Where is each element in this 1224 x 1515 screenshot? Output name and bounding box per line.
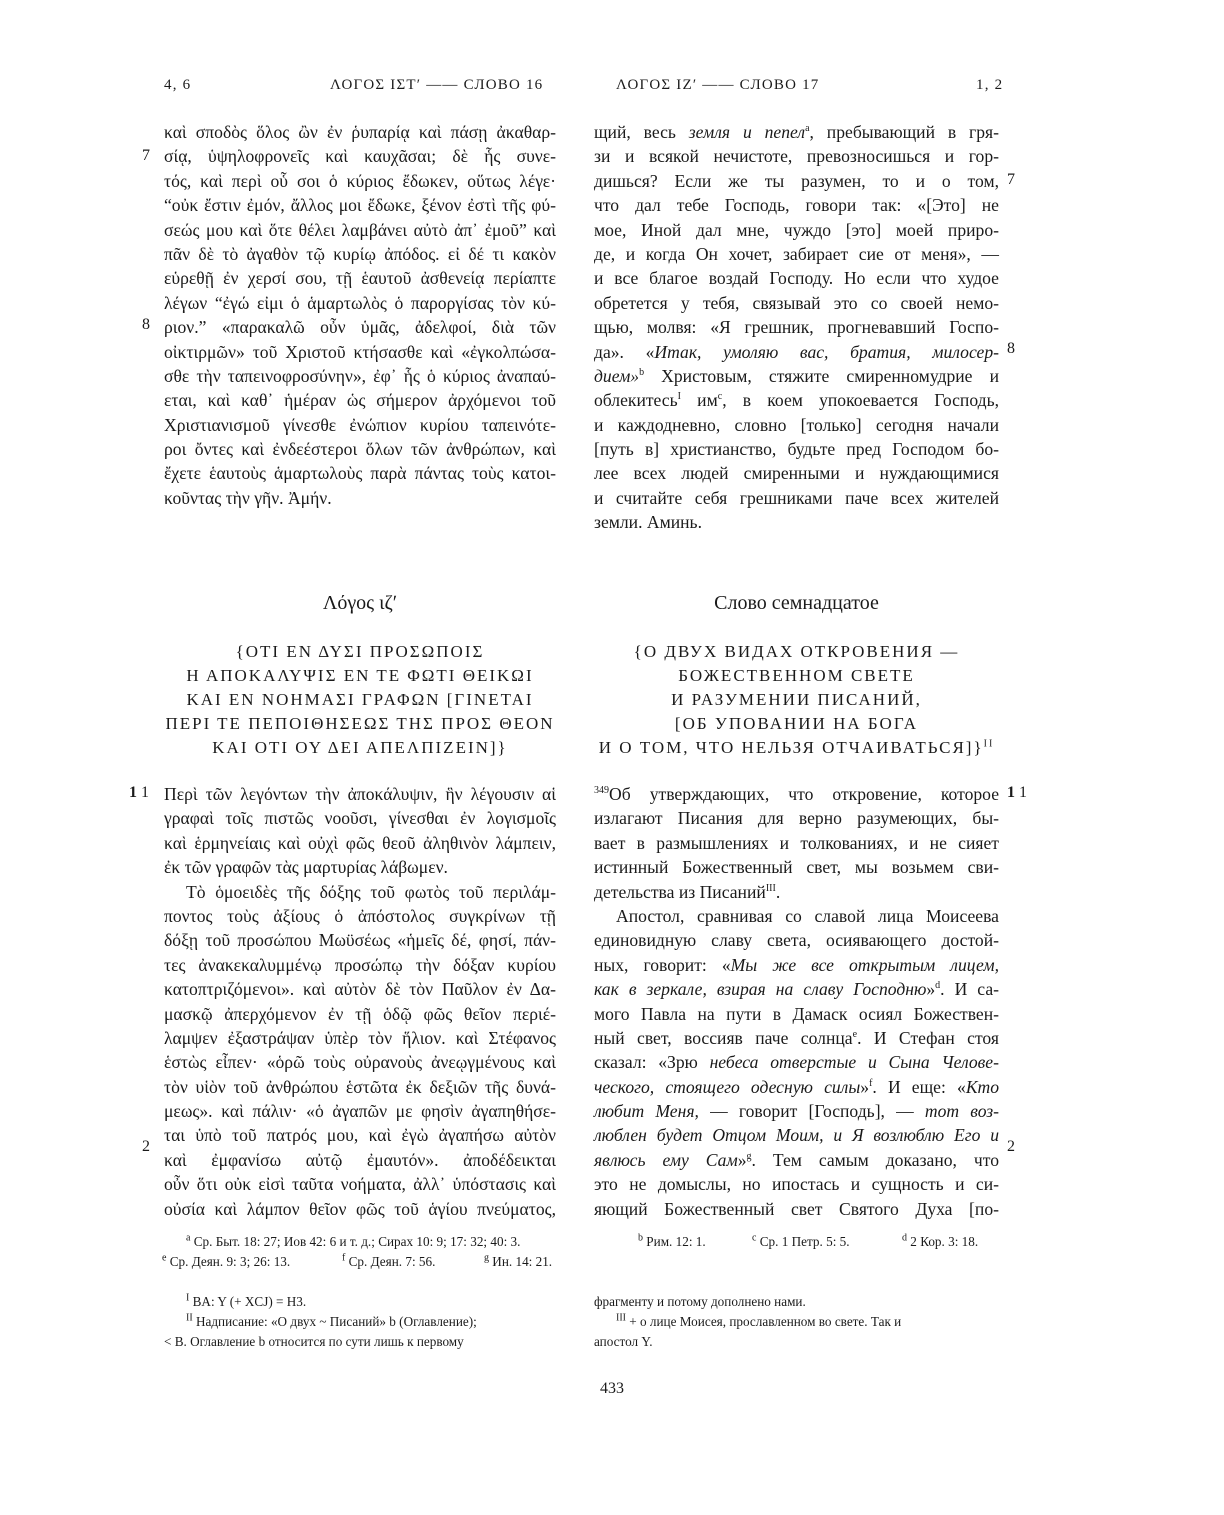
greek-line: ριον.” «παρακαλῶ οὖν ὑμᾶς, ἀδελφοί, διὰ τῶν (164, 317, 556, 338)
russian-line: дием»$^b$ Христовым, стяжите смиренномудрие и (594, 365, 999, 386)
russian-line: это не домыслы, но ипостась и сущность и си- (594, 1174, 999, 1195)
greek-line: τὸν υἱὸν τοῦ ἀνθρώπου ἑστῶτα ἐκ δεξιῶν τῆς δυνά- (164, 1076, 556, 1097)
greek-line: λαμψεν ἐξαστράψαν ὑπὲρ τὸν ἥλιον. καὶ Στέφανος (164, 1027, 556, 1048)
header-left-number: 4, 6 (164, 77, 192, 93)
apparatus-note-II: $^{II}$ Надписание: «О двух ~ Писаний» b (Оглавление); (186, 1312, 477, 1329)
greek-line: σίᾳ, ὑψηλοφρονεῖς καὶ καυχᾶσαι; δὲ ἧς συνε- (164, 146, 556, 167)
margin-verse-8-left: 8 (142, 316, 150, 333)
russian-line: дишься? Если же ты разумен, то и о том, (594, 170, 999, 191)
russian-subtitle-line: {О ДВУХ ВИДАХ ОТКРОВЕНИЯ — (633, 642, 960, 661)
greek-line: τός, καὶ περὶ οὗ σοι ὁ κύριος ἔδωκεν, οὕτως λέγε· (164, 170, 556, 191)
russian-subtitle-line: И РАЗУМЕНИИ ПИСАНИЙ, (671, 690, 922, 709)
greek-line: καὶ ἑρμηνείαις καὶ οὐχὶ φῶς θεοῦ ἀληθινὸν λάμπειν, (164, 832, 556, 853)
russian-line: де, и когда Он хочет, забирает сие от меня», — (594, 243, 999, 264)
russian-subtitle-line: И О ТОМ, ЧТО НЕЛЬЗЯ ОТЧАИВАТЬСЯ]}$^{II}$ (598, 738, 995, 757)
russian-line: и считайте себя грешниками паче всех жителей (594, 487, 999, 508)
header-left-slavonic: СЛОВО 16 (463, 77, 544, 93)
russian-line: облекитесь$^I$ $им^c$, в коем упокоевается Господь, (594, 390, 999, 411)
russian-line: земли. Аминь. (594, 512, 702, 533)
russian-line: излагают Писания для верно разумеющих, бы- (594, 808, 999, 829)
greek-line: ροι ὄντες καὶ ἐνδεέστεροι ὅλων τῶν ἀνθρώπων, καὶ (164, 439, 556, 460)
footnote-e: $^e$ Ср. Деян. 9: 3; 26: 13. (162, 1252, 291, 1269)
greek-line: ἔχετε ἑαυτοὺς ἁμαρτωλοὺς παρὰ πάντας τοὺς κατοι- (164, 463, 556, 484)
greek-line: σεώς μου καὶ ὅτε θέλει λαμβάνει αὐτὸ ἀπ᾿ ἐμοῦ” καὶ (164, 219, 556, 240)
footnote-g: $^g$ Ин. 14: 21. (484, 1252, 553, 1269)
apparatus-note-III: $^{III}$ + о лице Моисея, прославленном во свете. Так и (616, 1312, 902, 1329)
russian-line: явлюсь ему Сам»$^g$. Тем самым доказано, что (594, 1149, 1000, 1170)
greek-line: ἑστὼς εἶπεν· «ὁρῶ τοὺς οὐρανοὺς ἀνεῳγμένους καὶ (164, 1052, 556, 1073)
russian-subtitle (594, 640, 999, 760)
russian-line: мого Павла на пути в Дамаск осиял Божествен- (594, 1003, 999, 1024)
russian-line: да». «Итак, умоляю вас, братия, милосер- (594, 341, 999, 362)
russian-line: мое, Иной дал мне, чуждо [это] моей приро- (594, 219, 999, 240)
apparatus-marker: II (983, 738, 995, 750)
greek-line: Τὸ ὁμοειδὲς τῆς δόξης τοῦ φωτὸς τοῦ περιλάμ- (186, 881, 556, 902)
greek-line: οὐσία καὶ λάμπον θεῖον φῶς τοῦ ἁγίου πνεύματος, (164, 1198, 556, 1219)
russian-line: единовидную славу света, осиявающего достой- (594, 930, 999, 951)
russian-line: щью, молвя: «Я грешник, прогневавший Госпо- (594, 317, 999, 338)
greek-line: κατοπτριζόμενοι». καὶ αὐτὸν δὲ τὸν Παῦλον ἐν Δα- (164, 979, 556, 1000)
russian-line: $^{349}$Об утверждающих, что откровение, которое (594, 784, 999, 804)
russian-line: и все благое воздай Господу. Но если что худое (594, 268, 999, 289)
greek-subtitle-line: ΠΕΡΙ ΤΕ ΠΕΠΟΙΘΗΣΕΩΣ ΤΗΣ ΠΡΟΣ ΘΕΟΝ (165, 714, 555, 733)
russian-line: что дал тебе Господь, говори так: «[Это] не (594, 195, 999, 216)
greek-line: οὖν ὅτι οὐκ εἰσὶ ταῦτα νοήματα, ἀλλ᾿ ὑπόστασις καὶ (164, 1174, 556, 1195)
greek-line: ται ὑπὸ τοῦ πατρός μου, καὶ ἐγὼ ἀγαπήσω αὐτὸν (164, 1125, 556, 1146)
greek-line: λέγων “ἐγώ εἰμι ὁ ἁμαρτωλὸς ὁ παροργίσας τὸν κύ- (164, 292, 556, 313)
greek-line: ποντος τοὺς ἀξίους ὁ ἀπόστολος συγκρίνων τῇ (164, 905, 556, 926)
greek-line: τες ἀνακεκαλυμμένῳ προσώπῳ τὴν δόξαν κυρίου (164, 954, 556, 975)
greek-body-column (164, 782, 556, 1221)
russian-line: зи и всякой нечистоте, превозносишься и гор- (594, 146, 999, 167)
footnote-f: $^f$ Ср. Деян. 7: 56. (342, 1252, 436, 1269)
greek-line: μασκῷ ἀπερχόμενον ἐν τῇ ὁδῷ φῶς θεῖον περιέ- (164, 1003, 556, 1024)
header-left-greek: ΛΟΓΟΣ ΙΣΤʹ (330, 77, 422, 93)
margin-verse-7-right: 7 (1007, 171, 1015, 188)
russian-title: Слово семнадцатое (714, 592, 879, 614)
margin-verse-2-right: 2 (1007, 1138, 1015, 1155)
greek-line: “οὐκ ἔστιν ἐμόν, ἄλλος μοι ἔδωκε, ξένον ἐστὶ τῆς φύ- (164, 195, 556, 216)
greek-line: πᾶν δὲ τὸ ἀγαθὸν τῷ κυρίῳ ἀπόδος. εἰ δέ τι κακὸν (164, 243, 556, 264)
russian-line: сказал: «Зрю небеса отверстые и Сына Челове- (594, 1052, 999, 1073)
greek-line: μεως». καὶ πάλιν· «ὁ ἀγαπῶν με φησὶν ἀγαπηθήσε- (164, 1101, 556, 1122)
page-number: 433 (600, 1380, 624, 1397)
greek-title: Λόγος ιζʹ (322, 592, 398, 614)
russian-line: и каждодневно, словно [только] сегодня начали (594, 414, 999, 435)
greek-line: κοῦντας τὴν γῆν. Ἀμήν. (164, 487, 332, 508)
header-right-slavonic: СЛОВО 17 (739, 77, 820, 93)
greek-subtitle-line: Η ΑΠΟΚΑΛΥΨΙΣ ΕΝ ΤΕ ΦΩΤΙ ΘΕΙΚΩΙ (186, 666, 534, 685)
greek-line: σθε τὴν ταπεινοφροσύνην», ἐφ᾿ ἧς ὁ κύριος ἀναπαύ- (164, 365, 556, 386)
apparatus-note-II-cont: < B. Оглавление b относится по сути лишь к первому (164, 1334, 464, 1349)
greek-line: εται, καὶ καθ᾿ ἡμέραν ὡς σήμερον ἀρχόμενοι τοῦ (164, 390, 556, 411)
footnote-b: $^b$ Рим. 12: 1. (638, 1232, 706, 1249)
greek-subtitle (164, 640, 556, 760)
greek-line: καὶ σποδὸς ὅλος ὢν ἐν ῥυπαρίᾳ καὶ πάσῃ ἀκαθαρ- (164, 122, 556, 142)
greek-line: δόξῃ τοῦ προσώπου Μωϋσέως «ἡμεῖς δέ, φησί, πάν- (164, 930, 556, 951)
margin-verse-2-left: 2 (142, 1138, 150, 1155)
header-left-dash: —— (426, 77, 459, 93)
russian-line: люблен будет Отцом Моим, и Я возлюблю Его и (594, 1125, 999, 1146)
russian-subtitle-line: БОЖЕСТВЕННОМ СВЕТЕ (678, 666, 915, 685)
greek-top-column (164, 120, 556, 510)
greek-line: γραφαὶ τοῖς πιστῶς νοοῦσι, γίνεσθαι ἐν λογισμοῖς (164, 808, 556, 829)
apparatus-note-I: $^I$ BA: Y (+ XCJ) = H3. (186, 1292, 307, 1309)
russian-line: вает в размышлениях и толкованиях, и не сияет (594, 832, 999, 853)
russian-line: ный свет, воссияв паче солнца$^e$. И Стефан стоя (594, 1027, 999, 1048)
greek-line: Περὶ τῶν λεγόντων τὴν ἀποκάλυψιν, ἣν λέγουσιν αἱ (164, 784, 556, 804)
russian-line: Апостол, сравнивая со славой лица Моисеева (616, 905, 999, 926)
russian-line: ческого, стоящего одесную силы»$^f$. И еще: «Кто (594, 1076, 999, 1097)
russian-line: любит Меня, — говорит [Господь], — тот воз- (594, 1101, 999, 1122)
header-right-title (616, 77, 819, 94)
greek-subtitle-line: ΚΑΙ ΟΤΙ ΟΥ ΔΕΙ ΑΠΕΛΠΙΖΕΙΝ]} (212, 738, 508, 757)
russian-line: ных, говорит: «Мы же все открытым лицем, (594, 954, 999, 975)
greek-line: Χριστιανισμοῦ γίνεσθε ἐνώπιον κυρίου ταπεινότε- (164, 414, 556, 435)
greek-line: εὑρεθῇ ἐν χερσί σου, τῇ ἑαυτοῦ ἀσθενείᾳ περίαπτε (164, 268, 556, 289)
russian-line: лее всех людей смиренными и нуждающимися (594, 463, 999, 484)
greek-subtitle-line: ΚΑΙ ΕΝ ΝΟΗΜΑΣΙ ΓΡΑΦΩΝ [ΓΙΝΕΤΑΙ (186, 690, 534, 709)
apparatus-note-II-cont2: фрагменту и потому дополнено нами. (594, 1294, 806, 1309)
apparatus-note-III-cont: апостол Y. (594, 1334, 653, 1349)
russian-subtitle-line: [ОБ УПОВАНИИ НА БОГА (674, 714, 919, 733)
footnote-d: $^d$ 2 Кор. 3: 18. (902, 1232, 979, 1249)
russian-line: истинный Божественный свет, мы возьмем сви- (594, 857, 999, 878)
footnote-c: $^c$ Ср. 1 Петр. 5: 5. (752, 1232, 850, 1249)
greek-line: οἰκτιρμῶν» τοῦ Χριστοῦ κτήσασθε καὶ «ἐγκολπώσα- (164, 341, 556, 362)
margin-verse-7-left: 7 (142, 147, 150, 164)
margin-verse-8-right: 8 (1007, 340, 1015, 357)
russian-body-column (594, 782, 999, 1221)
greek-line: καὶ ἐμφανίσω αὐτῷ ἐμαυτόν». ἀποδέδεικται (164, 1149, 556, 1170)
footnote-line-1: $^a$ Ср. Быт. 18: 27; Иов 42: 6 и т. д.; Сирах 10: 9; 17: 32; 40: 3. (186, 1232, 521, 1249)
russian-line: [путь в] христианство, будьте пред Господом бо- (594, 439, 999, 460)
margin-chapter-1-left: 1 1 (129, 784, 149, 801)
russian-line: щий, весь земля и пепел$^a$, пребывающий в гря- (594, 122, 999, 142)
header-right-number: 1, 2 (976, 77, 1004, 93)
greek-line: ἐκ τῶν γραφῶν τὰς μαρτυρίας λάβωμεν. (164, 857, 448, 878)
russian-line: яющий Божественный свет Святого Духа [по- (594, 1198, 999, 1219)
source-page-marker: 349 (594, 785, 609, 797)
russian-line: как в зеркале, взирая на славу Господню»$^d$. И са- (594, 979, 999, 1000)
russian-top-column (594, 120, 999, 535)
header-right-dash: —— (702, 77, 735, 93)
russian-line: обретется у тебя, связывай это со своей немо- (594, 292, 999, 313)
margin-chapter-1-right: 1 1 (1007, 784, 1027, 801)
header-left-title (330, 77, 543, 94)
greek-subtitle-line: {ΟΤΙ ΕΝ ΔΥΣΙ ΠΡΟΣΩΠΟΙΣ (235, 642, 485, 661)
header-right-greek: ΛΟΓΟΣ ΙΖʹ (616, 77, 698, 93)
russian-line: детельства из Писаний$^{III}$. (594, 881, 781, 902)
